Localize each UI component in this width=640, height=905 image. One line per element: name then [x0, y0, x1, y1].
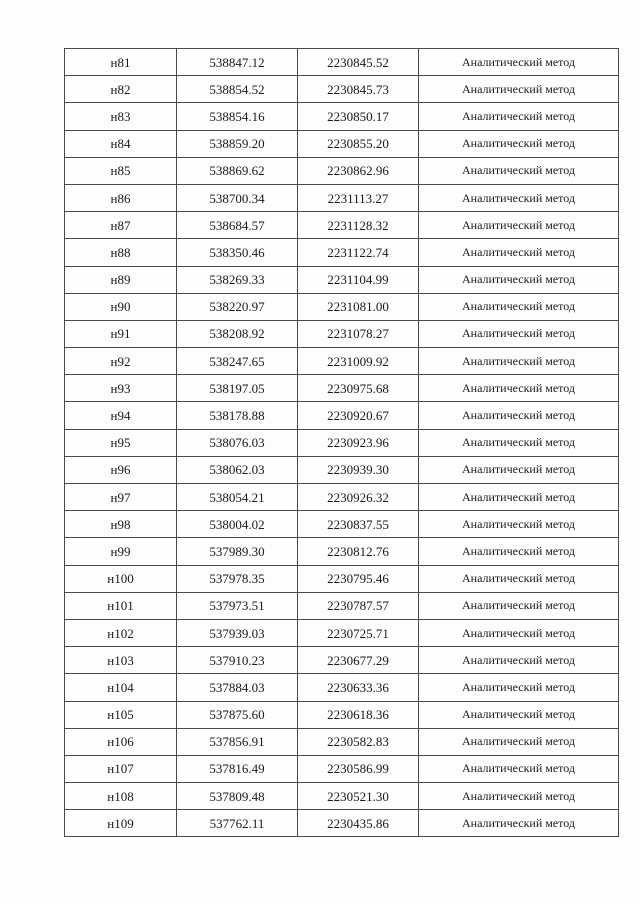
table-row	[65, 348, 619, 375]
method-cell: Аналитический метод	[419, 619, 619, 646]
y-coordinate-cell: 2230725.71	[298, 619, 419, 646]
point-cell: н99	[65, 538, 177, 565]
coordinates-table	[64, 48, 619, 837]
x-coordinate-cell: 538054.21	[177, 484, 298, 511]
table-row	[65, 755, 619, 782]
table-row	[65, 157, 619, 184]
y-coordinate-cell: 2230975.68	[298, 375, 419, 402]
method-cell: Аналитический метод	[419, 484, 619, 511]
x-coordinate-cell: 538220.97	[177, 293, 298, 320]
y-coordinate-cell: 2230845.73	[298, 76, 419, 103]
x-coordinate-cell: 538854.16	[177, 103, 298, 130]
method-cell: Аналитический метод	[419, 674, 619, 701]
point-cell: н87	[65, 212, 177, 239]
x-coordinate-cell: 537856.91	[177, 728, 298, 755]
point-cell: н106	[65, 728, 177, 755]
y-coordinate-cell: 2230582.83	[298, 728, 419, 755]
y-coordinate-cell: 2230926.32	[298, 484, 419, 511]
table-row	[65, 402, 619, 429]
method-cell: Аналитический метод	[419, 810, 619, 837]
x-coordinate-cell: 538004.02	[177, 511, 298, 538]
method-cell: Аналитический метод	[419, 565, 619, 592]
table-row	[65, 647, 619, 674]
method-cell: Аналитический метод	[419, 592, 619, 619]
y-coordinate-cell: 2231128.32	[298, 212, 419, 239]
x-coordinate-cell: 538684.57	[177, 212, 298, 239]
point-cell: н93	[65, 375, 177, 402]
table-row	[65, 239, 619, 266]
y-coordinate-cell: 2230837.55	[298, 511, 419, 538]
method-cell: Аналитический метод	[419, 728, 619, 755]
y-coordinate-cell: 2230812.76	[298, 538, 419, 565]
table-row	[65, 456, 619, 483]
method-cell: Аналитический метод	[419, 783, 619, 810]
point-cell: н109	[65, 810, 177, 837]
method-cell: Аналитический метод	[419, 212, 619, 239]
x-coordinate-cell: 538269.33	[177, 266, 298, 293]
point-cell: н102	[65, 619, 177, 646]
method-cell: Аналитический метод	[419, 511, 619, 538]
method-cell: Аналитический метод	[419, 49, 619, 76]
point-cell: н84	[65, 130, 177, 157]
x-coordinate-cell: 537762.11	[177, 810, 298, 837]
x-coordinate-cell: 538859.20	[177, 130, 298, 157]
x-coordinate-cell: 537809.48	[177, 783, 298, 810]
table-row	[65, 810, 619, 837]
method-cell: Аналитический метод	[419, 157, 619, 184]
y-coordinate-cell: 2230586.99	[298, 755, 419, 782]
y-coordinate-cell: 2230862.96	[298, 157, 419, 184]
x-coordinate-cell: 538847.12	[177, 49, 298, 76]
point-cell: н88	[65, 239, 177, 266]
method-cell: Аналитический метод	[419, 320, 619, 347]
y-coordinate-cell: 2230677.29	[298, 647, 419, 674]
y-coordinate-cell: 2231081.00	[298, 293, 419, 320]
x-coordinate-cell: 537978.35	[177, 565, 298, 592]
method-cell: Аналитический метод	[419, 184, 619, 211]
method-cell: Аналитический метод	[419, 76, 619, 103]
point-cell: н95	[65, 429, 177, 456]
y-coordinate-cell: 2230435.86	[298, 810, 419, 837]
x-coordinate-cell: 538247.65	[177, 348, 298, 375]
point-cell: н103	[65, 647, 177, 674]
table-row	[65, 538, 619, 565]
y-coordinate-cell: 2231009.92	[298, 348, 419, 375]
x-coordinate-cell: 537884.03	[177, 674, 298, 701]
table-row	[65, 674, 619, 701]
x-coordinate-cell: 538869.62	[177, 157, 298, 184]
point-cell: н85	[65, 157, 177, 184]
y-coordinate-cell: 2231113.27	[298, 184, 419, 211]
y-coordinate-cell: 2230787.57	[298, 592, 419, 619]
method-cell: Аналитический метод	[419, 755, 619, 782]
y-coordinate-cell: 2231078.27	[298, 320, 419, 347]
point-cell: н91	[65, 320, 177, 347]
y-coordinate-cell: 2230521.30	[298, 783, 419, 810]
table-row	[65, 511, 619, 538]
method-cell: Аналитический метод	[419, 701, 619, 728]
method-cell: Аналитический метод	[419, 266, 619, 293]
y-coordinate-cell: 2230923.96	[298, 429, 419, 456]
method-cell: Аналитический метод	[419, 538, 619, 565]
method-cell: Аналитический метод	[419, 348, 619, 375]
table-row	[65, 701, 619, 728]
table-row	[65, 130, 619, 157]
x-coordinate-cell: 538178.88	[177, 402, 298, 429]
y-coordinate-cell: 2231104.99	[298, 266, 419, 293]
coordinates-table-body	[65, 49, 619, 837]
x-coordinate-cell: 538854.52	[177, 76, 298, 103]
y-coordinate-cell: 2230855.20	[298, 130, 419, 157]
point-cell: н107	[65, 755, 177, 782]
method-cell: Аналитический метод	[419, 375, 619, 402]
method-cell: Аналитический метод	[419, 130, 619, 157]
method-cell: Аналитический метод	[419, 429, 619, 456]
y-coordinate-cell: 2230845.52	[298, 49, 419, 76]
point-cell: н100	[65, 565, 177, 592]
table-row	[65, 49, 619, 76]
table-row	[65, 375, 619, 402]
method-cell: Аналитический метод	[419, 103, 619, 130]
point-cell: н86	[65, 184, 177, 211]
y-coordinate-cell: 2230795.46	[298, 565, 419, 592]
x-coordinate-cell: 537910.23	[177, 647, 298, 674]
point-cell: н94	[65, 402, 177, 429]
table-row	[65, 565, 619, 592]
y-coordinate-cell: 2231122.74	[298, 239, 419, 266]
point-cell: н96	[65, 456, 177, 483]
table-row	[65, 592, 619, 619]
point-cell: н108	[65, 783, 177, 810]
point-cell: н81	[65, 49, 177, 76]
point-cell: н104	[65, 674, 177, 701]
x-coordinate-cell: 537875.60	[177, 701, 298, 728]
table-row	[65, 266, 619, 293]
y-coordinate-cell: 2230920.67	[298, 402, 419, 429]
table-row	[65, 783, 619, 810]
method-cell: Аналитический метод	[419, 293, 619, 320]
point-cell: н105	[65, 701, 177, 728]
point-cell: н101	[65, 592, 177, 619]
y-coordinate-cell: 2230939.30	[298, 456, 419, 483]
point-cell: н98	[65, 511, 177, 538]
x-coordinate-cell: 538197.05	[177, 375, 298, 402]
method-cell: Аналитический метод	[419, 239, 619, 266]
table-row	[65, 76, 619, 103]
x-coordinate-cell: 538700.34	[177, 184, 298, 211]
x-coordinate-cell: 538062.03	[177, 456, 298, 483]
x-coordinate-cell: 538350.46	[177, 239, 298, 266]
x-coordinate-cell: 537816.49	[177, 755, 298, 782]
point-cell: н90	[65, 293, 177, 320]
point-cell: н92	[65, 348, 177, 375]
table-row	[65, 103, 619, 130]
table-row	[65, 728, 619, 755]
table-row	[65, 619, 619, 646]
x-coordinate-cell: 537989.30	[177, 538, 298, 565]
method-cell: Аналитический метод	[419, 647, 619, 674]
point-cell: н97	[65, 484, 177, 511]
x-coordinate-cell: 537939.03	[177, 619, 298, 646]
x-coordinate-cell: 538208.92	[177, 320, 298, 347]
y-coordinate-cell: 2230850.17	[298, 103, 419, 130]
y-coordinate-cell: 2230618.36	[298, 701, 419, 728]
x-coordinate-cell: 538076.03	[177, 429, 298, 456]
point-cell: н89	[65, 266, 177, 293]
x-coordinate-cell: 537973.51	[177, 592, 298, 619]
method-cell: Аналитический метод	[419, 456, 619, 483]
y-coordinate-cell: 2230633.36	[298, 674, 419, 701]
table-row	[65, 293, 619, 320]
point-cell: н82	[65, 76, 177, 103]
table-row	[65, 429, 619, 456]
table-row	[65, 184, 619, 211]
table-row	[65, 484, 619, 511]
table-row	[65, 212, 619, 239]
point-cell: н83	[65, 103, 177, 130]
table-row	[65, 320, 619, 347]
method-cell: Аналитический метод	[419, 402, 619, 429]
